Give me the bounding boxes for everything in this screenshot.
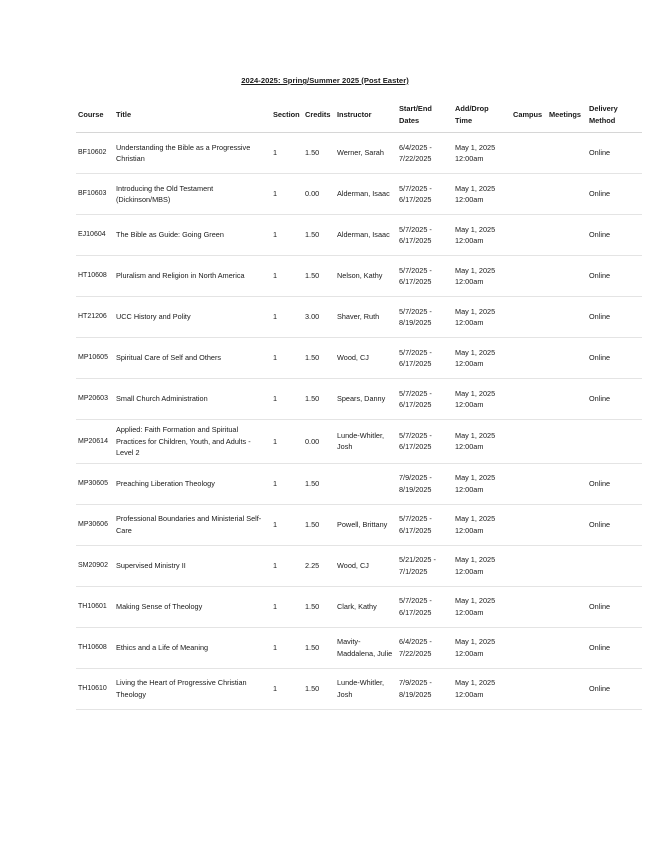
table-row: [76, 297, 642, 338]
instructor-cell: Lunde-Whitler, Josh: [334, 668, 396, 709]
header-campus: Campus: [510, 98, 546, 133]
header-meetings: Meetings: [546, 98, 586, 133]
header-course: Course: [76, 98, 113, 133]
meetings-cell: [546, 256, 586, 297]
section-cell: 1: [270, 463, 302, 504]
course-code-cell: HT21206: [76, 297, 113, 338]
table-row: [76, 379, 642, 420]
course-schedule-table: [76, 98, 642, 710]
course-code-cell: MP30605: [76, 463, 113, 504]
table-row: [76, 463, 642, 504]
course-title-cell: UCC History and Polity: [113, 297, 270, 338]
meetings-cell: [546, 504, 586, 545]
course-title-cell: Ethics and a Life of Meaning: [113, 627, 270, 668]
course-code-cell: TH10601: [76, 586, 113, 627]
credits-cell: 1.50: [302, 627, 334, 668]
meetings-cell: [546, 545, 586, 586]
meetings-cell: [546, 627, 586, 668]
add-drop-time-cell: May 1, 2025 12:00am: [452, 627, 510, 668]
course-code-cell: TH10608: [76, 627, 113, 668]
course-title-cell: Small Church Administration: [113, 379, 270, 420]
meetings-cell: [546, 668, 586, 709]
instructor-cell: Powell, Brittany: [334, 504, 396, 545]
credits-cell: 1.50: [302, 586, 334, 627]
delivery-method-cell: [586, 420, 642, 464]
meetings-cell: [546, 379, 586, 420]
course-code-cell: HT10608: [76, 256, 113, 297]
add-drop-time-cell: May 1, 2025 12:00am: [452, 379, 510, 420]
instructor-cell: Mavity-Maddalena, Julie: [334, 627, 396, 668]
campus-cell: [510, 338, 546, 379]
instructor-cell: Spears, Danny: [334, 379, 396, 420]
section-cell: 1: [270, 627, 302, 668]
table-body: [76, 133, 642, 710]
table-row: [76, 545, 642, 586]
credits-cell: 1.50: [302, 379, 334, 420]
section-cell: 1: [270, 586, 302, 627]
add-drop-time-cell: May 1, 2025 12:00am: [452, 463, 510, 504]
delivery-method-cell: Online: [586, 256, 642, 297]
delivery-method-cell: Online: [586, 215, 642, 256]
campus-cell: [510, 133, 546, 174]
meetings-cell: [546, 586, 586, 627]
campus-cell: [510, 256, 546, 297]
table-row: [76, 420, 642, 464]
meetings-cell: [546, 297, 586, 338]
dates-cell: 5/7/2025 - 6/17/2025: [396, 174, 452, 215]
section-cell: 1: [270, 297, 302, 338]
header-credits: Credits: [302, 98, 334, 133]
dates-cell: 5/7/2025 - 6/17/2025: [396, 379, 452, 420]
meetings-cell: [546, 338, 586, 379]
add-drop-time-cell: May 1, 2025 12:00am: [452, 668, 510, 709]
course-title-cell: Professional Boundaries and Ministerial Self-Care: [113, 504, 270, 545]
meetings-cell: [546, 133, 586, 174]
add-drop-time-cell: May 1, 2025 12:00am: [452, 420, 510, 464]
table-row: [76, 627, 642, 668]
header-delivery-line2: Method: [589, 116, 616, 125]
course-title-cell: Introducing the Old Testament (Dickinson/MBS): [113, 174, 270, 215]
table-row: [76, 133, 642, 174]
delivery-method-cell: Online: [586, 174, 642, 215]
table-row: [76, 338, 642, 379]
course-title-cell: Understanding the Bible as a Progressive Christian: [113, 133, 270, 174]
campus-cell: [510, 627, 546, 668]
header-delivery: [586, 98, 642, 133]
delivery-method-cell: Online: [586, 463, 642, 504]
header-add-drop-line1: Add/Drop: [455, 104, 489, 113]
credits-cell: 0.00: [302, 174, 334, 215]
credits-cell: 1.50: [302, 256, 334, 297]
delivery-method-cell: Online: [586, 133, 642, 174]
course-code-cell: TH10610: [76, 668, 113, 709]
campus-cell: [510, 545, 546, 586]
course-code-cell: EJ10604: [76, 215, 113, 256]
campus-cell: [510, 586, 546, 627]
header-instructor: Instructor: [334, 98, 396, 133]
dates-cell: 5/7/2025 - 6/17/2025: [396, 338, 452, 379]
dates-cell: 6/4/2025 - 7/22/2025: [396, 627, 452, 668]
dates-cell: 5/7/2025 - 6/17/2025: [396, 420, 452, 464]
add-drop-time-cell: May 1, 2025 12:00am: [452, 133, 510, 174]
header-add-drop: [452, 98, 510, 133]
instructor-cell: Clark, Kathy: [334, 586, 396, 627]
course-title-cell: Preaching Liberation Theology: [113, 463, 270, 504]
section-cell: 1: [270, 174, 302, 215]
credits-cell: 2.25: [302, 545, 334, 586]
delivery-method-cell: Online: [586, 627, 642, 668]
header-dates-line1: Start/End: [399, 104, 432, 113]
page-title: 2024-2025: Spring/Summer 2025 (Post Easter): [241, 76, 409, 85]
add-drop-time-cell: May 1, 2025 12:00am: [452, 586, 510, 627]
section-cell: 1: [270, 256, 302, 297]
dates-cell: 7/9/2025 - 8/19/2025: [396, 463, 452, 504]
credits-cell: 1.50: [302, 504, 334, 545]
dates-cell: 6/4/2025 - 7/22/2025: [396, 133, 452, 174]
campus-cell: [510, 463, 546, 504]
section-cell: 1: [270, 668, 302, 709]
meetings-cell: [546, 215, 586, 256]
course-title-cell: Applied: Faith Formation and Spiritual Practices for Children, Youth, and Adults - Level 2: [113, 420, 270, 464]
add-drop-time-cell: May 1, 2025 12:00am: [452, 545, 510, 586]
header-title: Title: [113, 98, 270, 133]
campus-cell: [510, 420, 546, 464]
table-row: [76, 668, 642, 709]
instructor-cell: Lunde-Whitler, Josh: [334, 420, 396, 464]
campus-cell: [510, 668, 546, 709]
add-drop-time-cell: May 1, 2025 12:00am: [452, 504, 510, 545]
section-cell: 1: [270, 215, 302, 256]
credits-cell: 1.50: [302, 668, 334, 709]
section-cell: 1: [270, 338, 302, 379]
course-title-cell: The Bible as Guide: Going Green: [113, 215, 270, 256]
add-drop-time-cell: May 1, 2025 12:00am: [452, 338, 510, 379]
instructor-cell: [334, 463, 396, 504]
credits-cell: 1.50: [302, 463, 334, 504]
instructor-cell: Alderman, Isaac: [334, 174, 396, 215]
course-title-cell: Living the Heart of Progressive Christian Theology: [113, 668, 270, 709]
credits-cell: 3.00: [302, 297, 334, 338]
course-code-cell: MP20614: [76, 420, 113, 464]
instructor-cell: Wood, CJ: [334, 545, 396, 586]
section-cell: 1: [270, 133, 302, 174]
course-code-cell: MP20603: [76, 379, 113, 420]
dates-cell: 5/7/2025 - 6/17/2025: [396, 504, 452, 545]
header-delivery-line1: Delivery: [589, 104, 618, 113]
credits-cell: 1.50: [302, 133, 334, 174]
instructor-cell: Alderman, Isaac: [334, 215, 396, 256]
dates-cell: 5/7/2025 - 6/17/2025: [396, 256, 452, 297]
add-drop-time-cell: May 1, 2025 12:00am: [452, 215, 510, 256]
delivery-method-cell: Online: [586, 504, 642, 545]
course-title-cell: Pluralism and Religion in North America: [113, 256, 270, 297]
header-dates-line2: Dates: [399, 116, 420, 125]
add-drop-time-cell: May 1, 2025 12:00am: [452, 297, 510, 338]
course-title-cell: Spiritual Care of Self and Others: [113, 338, 270, 379]
course-code-cell: MP10605: [76, 338, 113, 379]
instructor-cell: Werner, Sarah: [334, 133, 396, 174]
credits-cell: 1.50: [302, 215, 334, 256]
course-title-cell: Making Sense of Theology: [113, 586, 270, 627]
section-cell: 1: [270, 379, 302, 420]
campus-cell: [510, 215, 546, 256]
dates-cell: 5/7/2025 - 8/19/2025: [396, 297, 452, 338]
delivery-method-cell: Online: [586, 668, 642, 709]
dates-cell: 5/7/2025 - 6/17/2025: [396, 586, 452, 627]
add-drop-time-cell: May 1, 2025 12:00am: [452, 174, 510, 215]
campus-cell: [510, 504, 546, 545]
table-row: [76, 586, 642, 627]
instructor-cell: Shaver, Ruth: [334, 297, 396, 338]
add-drop-time-cell: May 1, 2025 12:00am: [452, 256, 510, 297]
section-cell: 1: [270, 545, 302, 586]
meetings-cell: [546, 420, 586, 464]
dates-cell: 7/9/2025 - 8/19/2025: [396, 668, 452, 709]
campus-cell: [510, 174, 546, 215]
course-code-cell: BF10602: [76, 133, 113, 174]
table-row: [76, 256, 642, 297]
header-add-drop-line2: Time: [455, 116, 473, 125]
meetings-cell: [546, 174, 586, 215]
header-dates: [396, 98, 452, 133]
course-title-cell: Supervised Ministry II: [113, 545, 270, 586]
table-row: [76, 215, 642, 256]
instructor-cell: Nelson, Kathy: [334, 256, 396, 297]
instructor-cell: Wood, CJ: [334, 338, 396, 379]
course-code-cell: BF10603: [76, 174, 113, 215]
delivery-method-cell: Online: [586, 586, 642, 627]
dates-cell: 5/7/2025 - 6/17/2025: [396, 215, 452, 256]
course-code-cell: SM20902: [76, 545, 113, 586]
credits-cell: 0.00: [302, 420, 334, 464]
delivery-method-cell: Online: [586, 297, 642, 338]
section-cell: 1: [270, 504, 302, 545]
delivery-method-cell: Online: [586, 379, 642, 420]
campus-cell: [510, 297, 546, 338]
credits-cell: 1.50: [302, 338, 334, 379]
table-header-row: [76, 98, 642, 133]
delivery-method-cell: [586, 545, 642, 586]
campus-cell: [510, 379, 546, 420]
dates-cell: 5/21/2025 - 7/1/2025: [396, 545, 452, 586]
table-row: [76, 174, 642, 215]
course-code-cell: MP30606: [76, 504, 113, 545]
meetings-cell: [546, 463, 586, 504]
section-cell: 1: [270, 420, 302, 464]
table-row: [76, 504, 642, 545]
header-section: Section: [270, 98, 302, 133]
delivery-method-cell: Online: [586, 338, 642, 379]
